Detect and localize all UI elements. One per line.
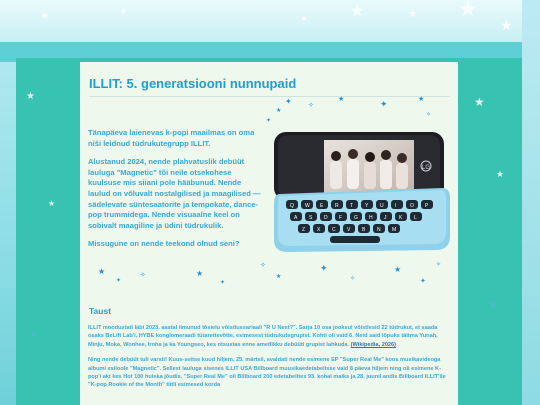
phone-key-label: N [377, 227, 381, 233]
page-title: ILLIT: 5. generatsiooni nunnupaid [89, 76, 297, 91]
phone-key-label: Q [290, 203, 294, 209]
phone-key-label: B [362, 227, 366, 233]
body-paragraph-text: ILLIT moodustati läbi 2023. aastal ilmunud tõsielu võistlussariaali "R U Next?". Sarja 10 osa jooksul võistlesid 22 tüdrukut, et saada osaks BeLift Lab'i, HYBE konglomeraadi tütarettevõtte, esimesest tüdrukutegrupist. Kohti oli vaid 6. Neid said lõpuks täitma Yunah, Minju, Moka, Wonhee, Iroha ja ka Youngseo, kes otsustas enne ametlikku debüüti grupist lahkuda. [88, 325, 438, 348]
phone-key-label: A [294, 215, 298, 221]
star-icon: ★ [474, 95, 485, 109]
star-icon: ★ [300, 13, 309, 23]
header-band [0, 0, 540, 42]
phone-key-label: J [384, 215, 387, 221]
intro-question: Missugune on nende teekond olnud seni? [88, 239, 240, 249]
phone-illustration [270, 132, 452, 254]
star-icon: ★ [98, 267, 106, 276]
phone-key-label: L [414, 215, 417, 221]
star-icon: ★ [500, 17, 513, 33]
star-icon: ★ [48, 199, 56, 208]
star-icon: ★ [338, 96, 345, 103]
star-icon: ★ [26, 91, 35, 102]
phone-image [270, 132, 452, 254]
star-icon: ★ [276, 274, 282, 280]
right-edge-band [522, 0, 540, 405]
star-icon: ★ [120, 7, 128, 16]
star-icon: ★ [394, 265, 402, 274]
star-icon: ★ [30, 329, 39, 339]
phone-key-label: K [399, 215, 403, 221]
star-icon: ✦ [266, 118, 272, 124]
phone-key-label: P [425, 203, 429, 209]
phone-key-label: H [369, 215, 373, 221]
phone-key-label: T [350, 203, 354, 209]
star-icon: ★ [196, 269, 204, 278]
body-paragraph: Ning nende debüüt tuli varsti! Kuus-seitse kuud hiljem, 25. märtsil, avaldati nende esimene EP "Super Real Me" koos musikavideoga albumi esiloole "Magnetic". Sellest lauluga sisenes ILLIT USA Billboard muusikaedetabelisse vaid 8 päeva hiljem ning oli esimene K-pop'i akt kes Hot 100 huiska jõudis. "Super Real Me" oli Billboard 200 edetabelites 93. kohal maiks ja 28. juunil andis Billboard ILLIT'ile "K-pop Rookie of the Month" tiitli esimesed korda [88, 357, 446, 389]
intro-paragraph: Tänapäeva laienevas k-popi maailmas on oma niši leidnud tüdrukutegrupp ILLIT. [88, 128, 255, 148]
star-icon: ✦ [320, 263, 328, 273]
phone-key-label: U [380, 203, 384, 209]
star-icon: ✧ [436, 262, 442, 268]
phone-key-label: C [332, 227, 336, 233]
star-icon: ✧ [140, 272, 146, 279]
phone-key-label: W [305, 203, 310, 209]
phone-key-label: R [335, 203, 339, 209]
star-icon: ★ [496, 169, 505, 179]
star-icon: ★ [458, 0, 478, 21]
phone-key-label: F [339, 215, 343, 221]
svg-text:LG: LG [422, 165, 431, 171]
body-paragraph [88, 324, 450, 349]
star-icon: ✧ [350, 276, 356, 282]
phone-key-label: G [354, 215, 358, 221]
star-icon: ✦ [285, 97, 292, 106]
star-icon: ★ [488, 299, 498, 311]
star-icon: ✦ [380, 99, 388, 109]
phone-key-label: V [347, 227, 351, 233]
star-icon: ✦ [220, 280, 226, 286]
star-icon: ✧ [426, 112, 432, 118]
phone-key-label: D [324, 215, 328, 221]
phone-key-label: E [320, 203, 324, 209]
phone-key-label: I [395, 203, 397, 209]
star-icon: ✧ [308, 102, 314, 109]
title-divider [89, 96, 450, 97]
star-icon: ✦ [420, 278, 426, 285]
star-icon: ★ [408, 9, 417, 20]
intro-text [88, 128, 264, 258]
phone-key-label: M [392, 227, 397, 233]
phone-key-label: O [410, 203, 414, 209]
phone-key-label: S [309, 215, 313, 221]
section-heading: Taust [89, 306, 112, 316]
phone-key-label: X [317, 227, 321, 233]
star-icon: ✧ [260, 262, 266, 269]
star-icon: ★ [276, 108, 282, 114]
intro-paragraph: Alustanud 2024, nende plahvatuslik debüüt lauluga "Magnetic" tõi neile otsekohese kuulsuse mis siiani pole hääbunud. Nende laulud on võluvalt nostalgilised ja maagilised — sädelevate süntesaatorite ja tempokate, dance-pop trummidega. Nende visuaalne keel on sobivalt maagiline ja üdini tüdrukulik. [88, 157, 261, 230]
article-page [80, 62, 458, 405]
body-text [88, 324, 450, 397]
star-icon: ✦ [116, 278, 122, 284]
phone-key-label: Z [302, 227, 306, 233]
star-icon: ★ [350, 3, 365, 20]
citation-link[interactable]: (Wikipedia, 2026) [350, 341, 397, 348]
star-icon: ★ [418, 96, 425, 103]
phone-key-label: Y [365, 203, 369, 209]
star-icon: ★ [40, 11, 49, 22]
